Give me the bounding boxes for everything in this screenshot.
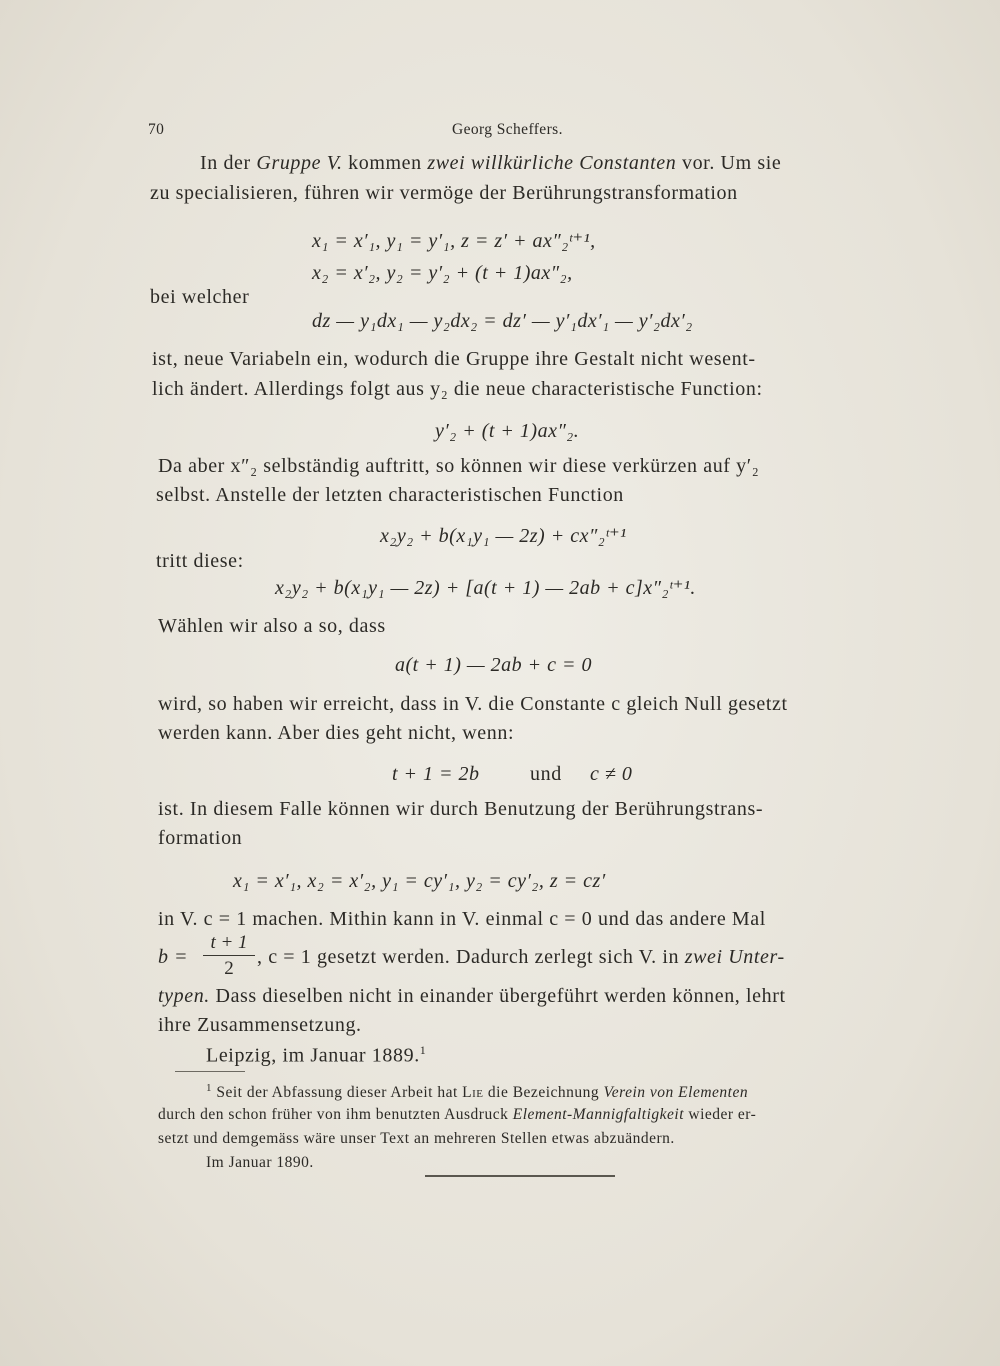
text-run: wieder er- bbox=[684, 1106, 757, 1123]
footnote-mark: 1 bbox=[206, 1082, 212, 1094]
italic-run: zwei Unter- bbox=[684, 946, 785, 968]
equation-1: x₁ = x′₁, y₁ = y′₁, z = z′ + ax″₂ᵗ⁺¹, bbox=[312, 230, 596, 252]
text-tritt-diese: tritt diese: bbox=[156, 550, 244, 572]
equation-6: x₂y₂ + b(x₁y₁ — 2z) + [a(t + 1) — 2ab + c]x″₂ᵗ⁺¹. bbox=[275, 577, 696, 599]
text-line-1 bbox=[200, 152, 781, 175]
footnote-line-1 bbox=[206, 1082, 748, 1102]
italic-run: typen. bbox=[158, 985, 210, 1007]
equation-9: x₁ = x′₁, x₂ = x′₂, y₁ = cy′₁, y₂ = cy′₂, z = cz′ bbox=[233, 870, 606, 892]
text-run: kommen bbox=[342, 152, 428, 174]
end-rule bbox=[425, 1175, 615, 1177]
italic-run: Verein von Elementen bbox=[603, 1084, 749, 1102]
text-line-14 bbox=[158, 985, 786, 1008]
text-line-9: werden kann. Aber dies geht nicht, wenn: bbox=[158, 722, 515, 744]
text-run: vor. Um sie bbox=[676, 152, 782, 174]
italic-run: Element-Mannigfaltigkeit bbox=[512, 1106, 684, 1123]
text-line-10: ist. In diesem Falle können wir durch Benutzung der Berührungstrans- bbox=[158, 798, 764, 820]
equation-8a: t + 1 = 2b bbox=[392, 763, 480, 785]
equation-3: dz — y₁dx₁ — y₂dx₂ = dz′ — y′₁dx′₁ — y′₂dx′₂ bbox=[312, 310, 693, 332]
footnote-line-3: setzt und demgemäss wäre unser Text an mehreren Stellen etwas abzuändern. bbox=[158, 1130, 675, 1147]
italic-run: zwei willkürliche Constanten bbox=[427, 152, 677, 174]
text-line-7: Wählen wir also a so, dass bbox=[158, 615, 386, 637]
text-line-3: ist, neue Variabeln ein, wodurch die Gruppe ihre Gestalt nicht wesent- bbox=[152, 348, 756, 370]
text-line-8: wird, so haben wir erreicht, dass in V. die Constante c gleich Null gesetzt bbox=[158, 693, 788, 715]
page-number: 70 bbox=[148, 121, 165, 138]
footnote-marker: 1 bbox=[419, 1043, 427, 1057]
text-line-2: zu specialisieren, führen wir vermöge der Berührungstransformation bbox=[150, 182, 738, 204]
italic-run: Gruppe V. bbox=[256, 152, 343, 174]
footnote-line-4: Im Januar 1890. bbox=[206, 1154, 314, 1171]
text-line-6: selbst. Anstelle der letzten characteristischen Function bbox=[156, 484, 624, 506]
text-line-5: Da aber x″₂ selbständig auftritt, so können wir diese verkürzen auf y′₂ bbox=[158, 455, 760, 477]
text-line-13 bbox=[257, 946, 785, 969]
text-run: die Bezeichnung bbox=[483, 1084, 604, 1102]
equation-5: x₂y₂ + b(x₁y₁ — 2z) + cx″₂ᵗ⁺¹ bbox=[380, 525, 627, 547]
text-run: Seit der Abfassung dieser Arbeit hat bbox=[216, 1084, 463, 1102]
author-name: Lie bbox=[462, 1084, 484, 1102]
text-line-12: in V. c = 1 machen. Mithin kann in V. einmal c = 0 und das andere Mal bbox=[158, 908, 766, 930]
text-line-16 bbox=[206, 1043, 426, 1068]
equation-7: a(t + 1) — 2ab + c = 0 bbox=[395, 654, 593, 676]
equation-4: y′₂ + (t + 1)ax″₂. bbox=[435, 420, 580, 442]
text-bei-welcher: bei welcher bbox=[150, 286, 250, 308]
text-line-15: ihre Zusammensetzung. bbox=[158, 1014, 362, 1036]
equation-2: x₂ = x′₂, y₂ = y′₂ + (t + 1)ax″₂, bbox=[312, 262, 573, 284]
equation-8c: c ≠ 0 bbox=[590, 763, 633, 785]
text-run: In der bbox=[200, 152, 257, 174]
text-run: durch den schon früher von ihm benutzten Ausdruck bbox=[158, 1106, 513, 1123]
text-und: und bbox=[530, 763, 562, 785]
fraction-lhs: b = bbox=[158, 946, 188, 968]
text-run: Dass dieselben nicht in einander übergeführt werden können, lehrt bbox=[209, 985, 786, 1007]
text-run: , c = 1 gesetzt werden. Dadurch zerlegt sich V. in bbox=[257, 946, 685, 968]
fraction-bar bbox=[203, 955, 255, 956]
fraction-denominator: 2 bbox=[224, 958, 234, 979]
dateline: Leipzig, im Januar 1889. bbox=[206, 1044, 420, 1067]
text-line-4: lich ändert. Allerdings folgt aus y₂ die neue characteristische Function: bbox=[152, 378, 763, 400]
text-line-11: formation bbox=[158, 827, 243, 849]
footnote-line-2 bbox=[158, 1106, 756, 1124]
fraction-numerator: t + 1 bbox=[210, 932, 248, 953]
footnote-separator bbox=[175, 1071, 245, 1072]
running-title: Georg Scheffers. bbox=[452, 121, 563, 138]
